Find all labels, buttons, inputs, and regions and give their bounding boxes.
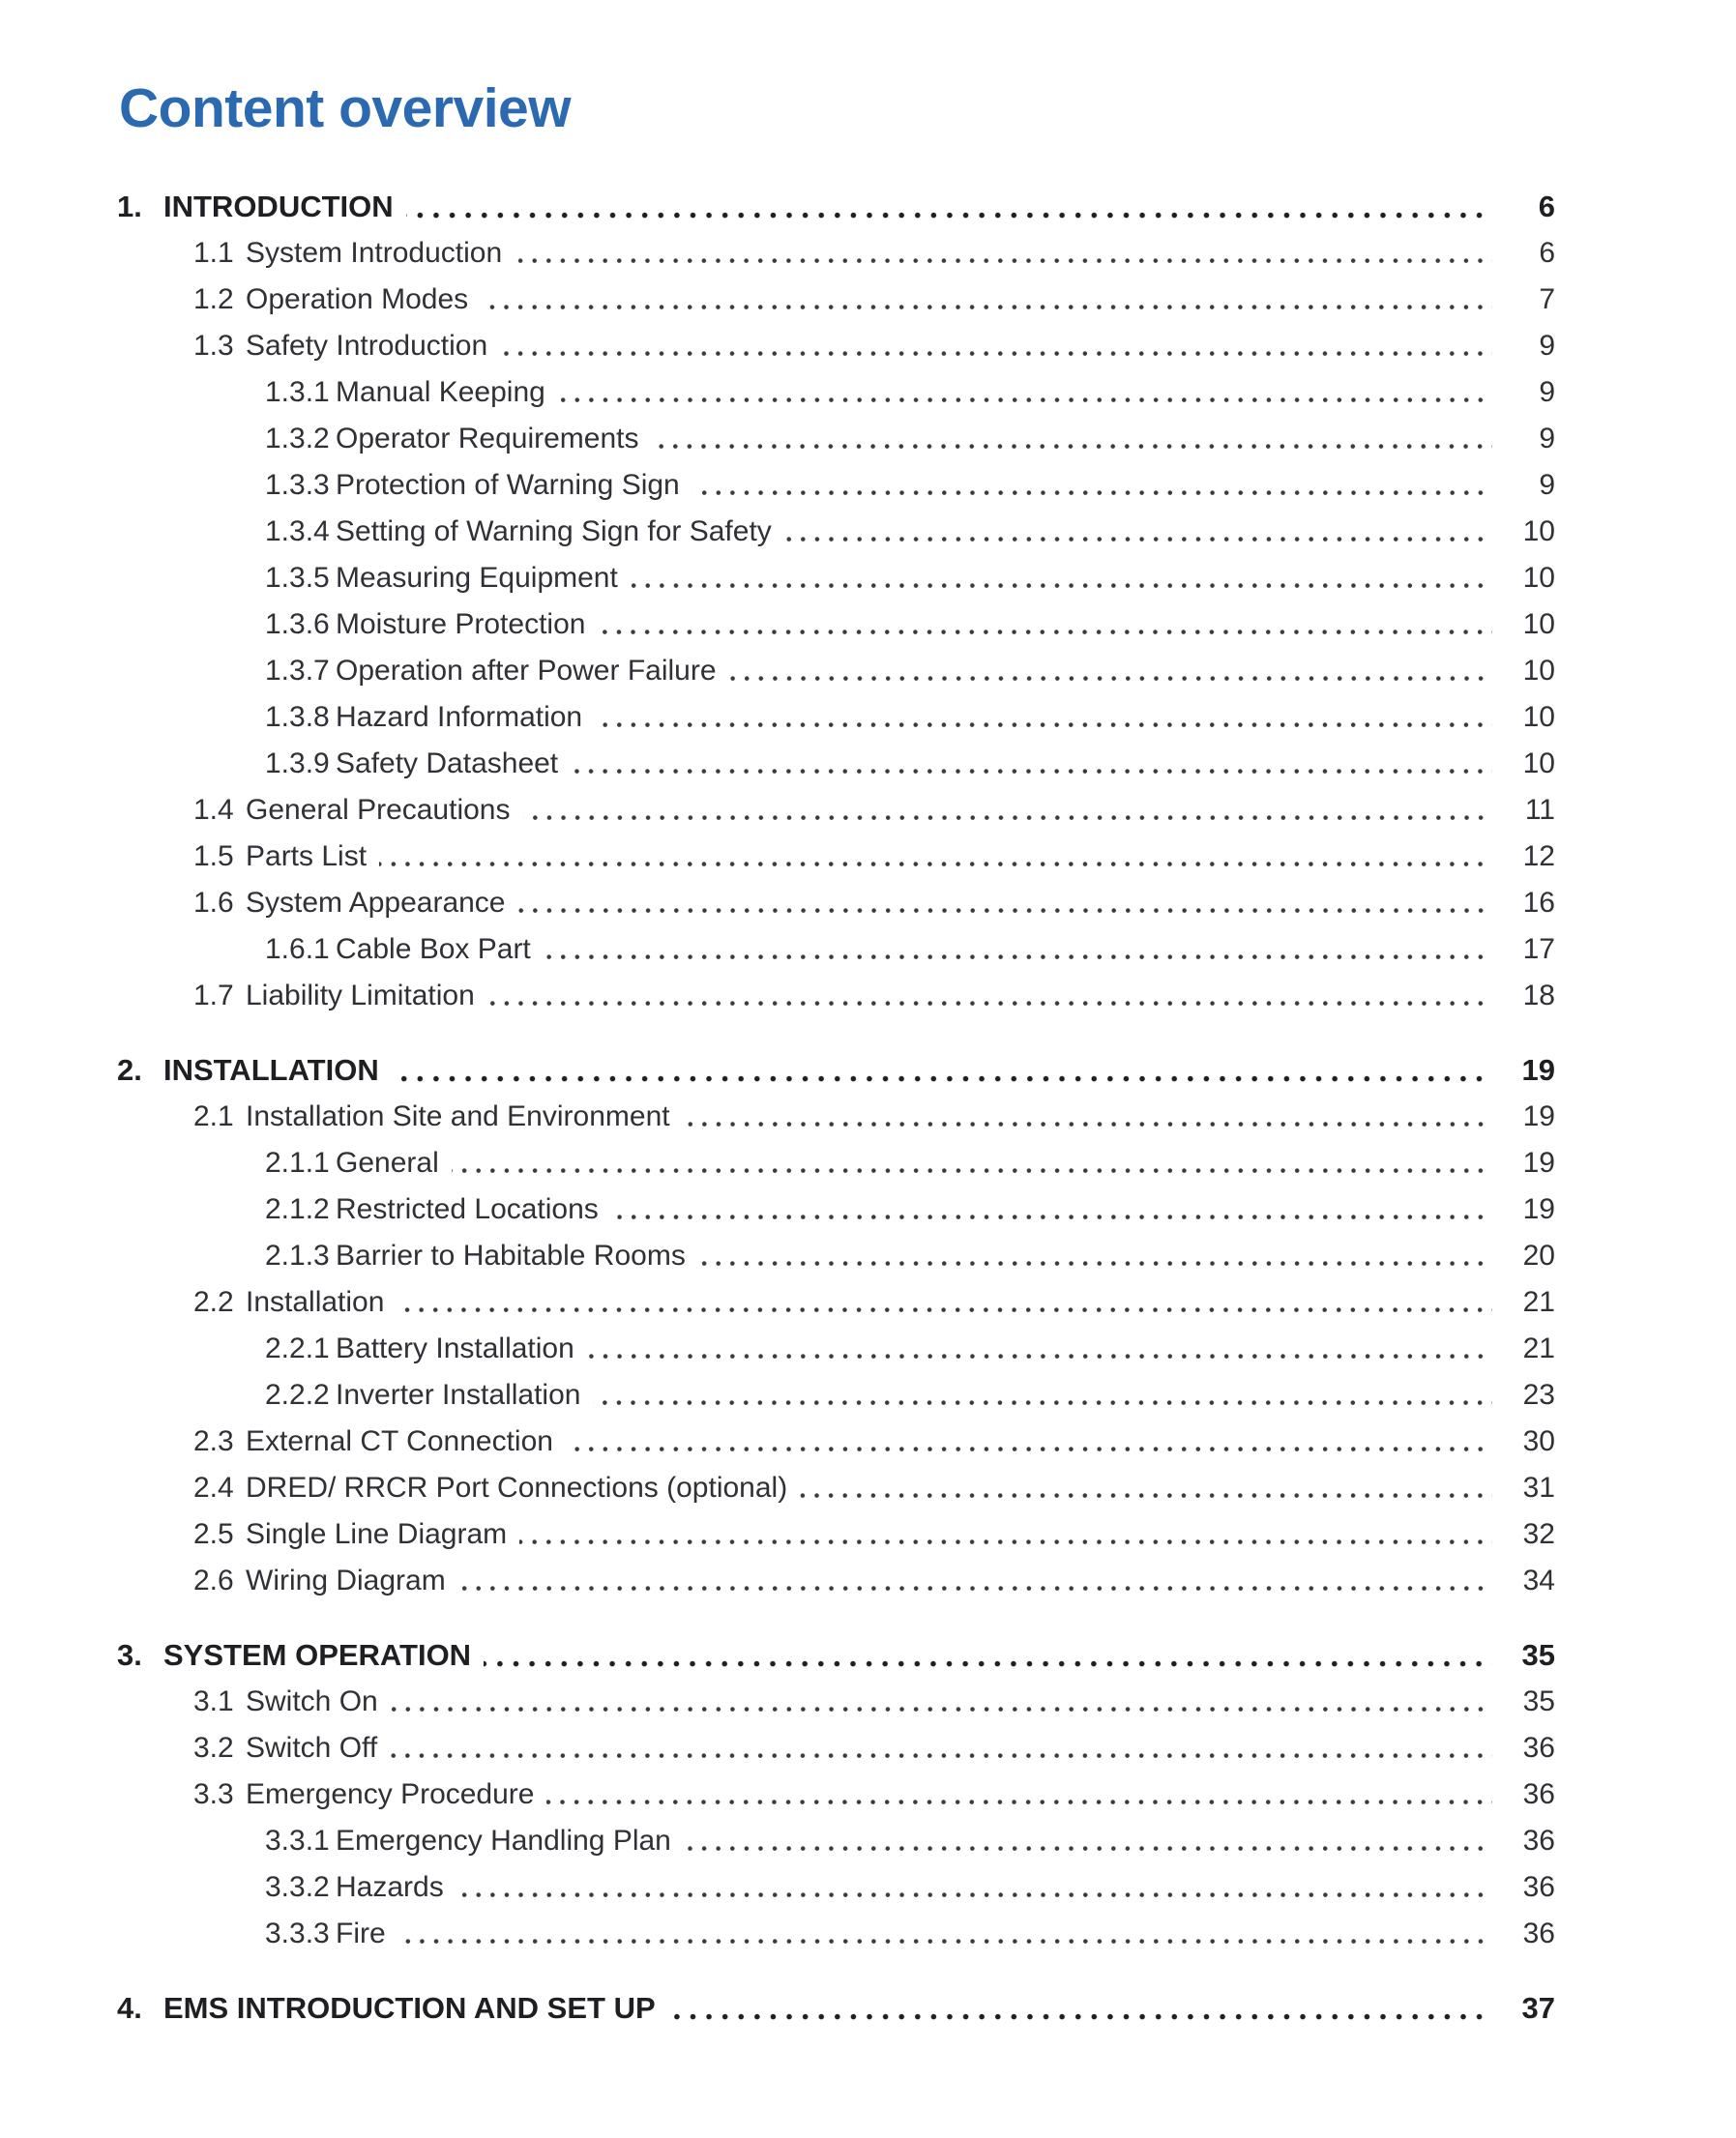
toc-entry [117,1419,1555,1465]
toc-entry-label: EMS INTRODUCTION AND SET UP [163,1991,656,2026]
toc-entry-label: General [336,1147,439,1180]
toc-entry [117,416,1555,462]
toc-entry-page: 11 [1524,794,1555,827]
dot-leader [500,350,1492,358]
toc-entry-page: 9 [1539,423,1555,455]
toc-entry [117,834,1555,880]
toc-entry-page: 19 [1521,1053,1555,1088]
toc-entry [117,1511,1555,1558]
toc-entry-page: 6 [1539,237,1555,270]
toc-entry-number: 1. [117,190,142,224]
toc-entry-page: 36 [1522,1825,1555,1858]
toc-entry-number: 1.1 [193,237,234,270]
toc-entry [117,1233,1555,1279]
toc-entry-label: DRED/ RRCR Port Connections (optional) [246,1472,788,1505]
toc-entry-number: 2.3 [193,1425,234,1458]
toc-entry-number: 1.4 [193,794,234,827]
toc-entry-number: 2.2 [193,1286,234,1319]
toc-entry-page: 10 [1522,701,1555,734]
toc-entry-number: 1.3.6 [265,608,330,641]
dot-leader [558,396,1492,404]
toc-entry-label: INTRODUCTION [163,190,394,224]
toc-entry-page: 36 [1522,1778,1555,1811]
toc-entry-label: Safety Introduction [246,330,488,363]
toc-entry-label: Liability Limitation [246,980,475,1012]
toc-entry-page: 19 [1522,1193,1555,1226]
toc-entry-number: 1.3.9 [265,747,330,780]
toc-entry-number: 2. [117,1053,142,1088]
toc-entry-number: 2.5 [193,1518,234,1551]
toc-entry-number: 1.2 [193,283,234,316]
toc-entry-number: 1.3.5 [265,562,330,595]
dot-leader [595,721,1492,729]
dot-leader [546,1799,1492,1806]
dot-leader [698,1260,1492,1268]
toc-entry-label: Inverter Installation [336,1379,581,1412]
toc-entry-page: 31 [1522,1472,1555,1505]
dot-leader [692,489,1492,497]
toc-entry-label: Wiring Diagram [246,1565,446,1597]
toc-entry-number: 3. [117,1638,142,1673]
toc-entry-label: External CT Connection [246,1425,553,1458]
toc-entry-label: Hazards [336,1871,444,1904]
toc-entry-label: Installation Site and Environment [246,1100,670,1133]
toc-entry-page: 19 [1522,1147,1555,1180]
toc-entry-number: 2.1.2 [265,1193,330,1226]
toc-entry [117,1326,1555,1372]
toc-entry-page: 18 [1522,980,1555,1012]
toc-entry-number: 1.3.3 [265,469,330,502]
toc-entry-page: 10 [1522,562,1555,595]
toc-entry-number: 2.1.3 [265,1240,330,1273]
toc-entry [117,509,1555,555]
dot-leader [684,1845,1492,1853]
toc-entry-number: 3.1 [193,1685,234,1718]
dot-leader [456,1891,1492,1899]
toc-entry-page: 36 [1522,1871,1555,1904]
dot-leader [598,629,1492,636]
toc-entry-number: 2.2.2 [265,1379,330,1412]
toc-entry-page: 9 [1539,330,1555,363]
toc-entry-number: 2.6 [193,1565,234,1597]
dot-leader [398,1938,1492,1946]
toc-entry-label: Safety Datasheet [336,747,559,780]
toc-entry [117,973,1555,1019]
toc-entry [117,1725,1555,1772]
toc-entry [117,1140,1555,1186]
toc-entry [117,1372,1555,1419]
toc-entry-page: 17 [1522,933,1555,966]
dot-leader [518,907,1493,915]
toc-entry [117,1818,1555,1864]
toc-entry-label: Moisture Protection [336,608,586,641]
toc-entry [117,555,1555,601]
toc-entry [117,1679,1555,1725]
toc-entry [117,1558,1555,1604]
toc-entry-label: Switch Off [246,1732,378,1765]
toc-entry-number: 3.3.1 [265,1825,330,1858]
toc-entry-number: 2.2.1 [265,1333,330,1365]
toc-entry-number: 1.6 [193,887,234,920]
toc-entry-label: Restricted Locations [336,1193,599,1226]
toc-entry-page: 9 [1539,376,1555,409]
dot-leader [587,1353,1492,1361]
toc-entry [117,787,1555,834]
toc-entry [117,1094,1555,1140]
dot-leader [379,861,1492,868]
dot-leader [484,1660,1492,1668]
toc-entry [117,1985,1555,2032]
toc-entry [117,741,1555,787]
toc-entry-label: Setting of Warning Sign for Safety [336,515,772,548]
toc-entry-page: 37 [1521,1991,1555,2026]
toc-entry-label: Operation after Power Failure [336,655,717,688]
toc-entry-number: 3.3 [193,1778,234,1811]
toc-entry-number: 3.2 [193,1732,234,1765]
dot-leader [800,1492,1492,1500]
toc-entry [117,184,1555,230]
dot-leader [391,1706,1492,1713]
dot-leader [784,536,1492,543]
toc-entry-label: Parts List [246,840,368,873]
toc-entry-page: 10 [1522,515,1555,548]
toc-entry-number: 1.3.1 [265,376,330,409]
toc-entry-label: SYSTEM OPERATION [163,1638,472,1673]
toc-entry-label: System Appearance [246,887,506,920]
toc-entry-number: 4. [117,1991,142,2026]
toc-entry [117,323,1555,369]
toc-entry-page: 35 [1522,1685,1555,1718]
toc-entry-page: 10 [1522,747,1555,780]
toc-entry-page: 32 [1522,1518,1555,1551]
toc-entry-label: Fire [336,1918,386,1950]
toc-entry-label: Battery Installation [336,1333,574,1365]
toc-entry [117,1047,1555,1094]
toc-entry-label: Manual Keeping [336,376,545,409]
toc-entry-label: General Precautions [246,794,511,827]
toc-entry-label: Emergency Procedure [246,1778,535,1811]
toc-entry [117,230,1555,277]
toc [117,184,1555,2032]
toc-entry [117,369,1555,416]
dot-leader [571,768,1492,776]
toc-entry-label: Operator Requirements [336,423,639,455]
dot-leader [523,814,1493,822]
toc-entry [117,1465,1555,1511]
dot-leader [458,1585,1492,1593]
toc-entry-number: 1.6.1 [265,933,330,966]
dot-leader [390,1752,1492,1760]
toc-entry-page: 30 [1522,1425,1555,1458]
toc-entry-label: Hazard Information [336,701,583,734]
toc-entry-page: 34 [1522,1565,1555,1597]
toc-entry-number: 3.3.3 [265,1918,330,1950]
toc-entry-number: 2.1 [193,1100,234,1133]
toc-entry-label: Protection of Warning Sign [336,469,680,502]
toc-entry-page: 9 [1539,469,1555,502]
toc-entry-number: 1.7 [193,980,234,1012]
toc-entry-number: 1.3.8 [265,701,330,734]
toc-entry-page: 16 [1522,887,1555,920]
dot-leader [544,953,1492,961]
dot-leader [481,304,1492,311]
dot-leader [651,443,1492,451]
dot-leader [566,1446,1492,1453]
toc-entry [117,462,1555,509]
toc-entry-number: 1.3.7 [265,655,330,688]
toc-entry-page: 35 [1521,1638,1555,1673]
toc-entry-number: 1.3.4 [265,515,330,548]
toc-entry-page: 12 [1522,840,1555,873]
toc-entry-number: 3.3.2 [265,1871,330,1904]
toc-entry-page: 36 [1522,1918,1555,1950]
toc-entry [117,277,1555,323]
toc-entry-label: INSTALLATION [163,1053,379,1088]
toc-entry-label: Switch On [246,1685,378,1718]
toc-entry-page: 36 [1522,1732,1555,1765]
toc-entry-label: Emergency Handling Plan [336,1825,671,1858]
dot-leader [452,1167,1492,1175]
toc-entry-page: 21 [1522,1286,1555,1319]
toc-entry-label: Barrier to Habitable Rooms [336,1240,686,1273]
toc-entry [117,648,1555,694]
toc-entry-number: 2.1.1 [265,1147,330,1180]
toc-entry [117,1772,1555,1818]
toc-entry [117,1632,1555,1679]
dot-leader [487,1000,1492,1008]
dot-leader [406,212,1492,220]
toc-entry-page: 10 [1522,608,1555,641]
toc-entry-page: 6 [1538,190,1555,224]
toc-entry-label: Installation [246,1286,385,1319]
toc-entry-label: Cable Box Part [336,933,531,966]
toc-entry-page: 21 [1522,1333,1555,1365]
toc-entry-page: 19 [1522,1100,1555,1133]
dot-leader [729,675,1492,683]
toc-entry [117,1864,1555,1911]
toc-entry [117,1279,1555,1326]
dot-leader [631,582,1492,590]
toc-entry-number: 1.5 [193,840,234,873]
toc-entry [117,1911,1555,1957]
toc-entry [117,1186,1555,1233]
dot-leader [397,1306,1492,1314]
toc-entry [117,601,1555,648]
dot-leader [392,1075,1492,1083]
toc-entry-number: 2.4 [193,1472,234,1505]
toc-entry-page: 23 [1522,1379,1555,1412]
toc-entry-page: 7 [1539,283,1555,316]
page-title: Content overview [119,77,572,139]
dot-leader [593,1399,1492,1407]
dot-leader [611,1214,1492,1221]
toc-entry-label: System Introduction [246,237,503,270]
toc-entry-label: Operation Modes [246,283,469,316]
toc-entry-page: 20 [1522,1240,1555,1273]
toc-entry [117,926,1555,973]
dot-leader [519,1538,1492,1546]
dot-leader [683,1121,1492,1128]
toc-entry [117,694,1555,741]
toc-entry-number: 1.3 [193,330,234,363]
toc-entry-page: 10 [1522,655,1555,688]
toc-entry-label: Single Line Diagram [246,1518,508,1551]
toc-entry-label: Measuring Equipment [336,562,618,595]
toc-entry [117,880,1555,926]
dot-leader [515,257,1492,265]
dot-leader [668,2013,1492,2021]
toc-entry-number: 1.3.2 [265,423,330,455]
